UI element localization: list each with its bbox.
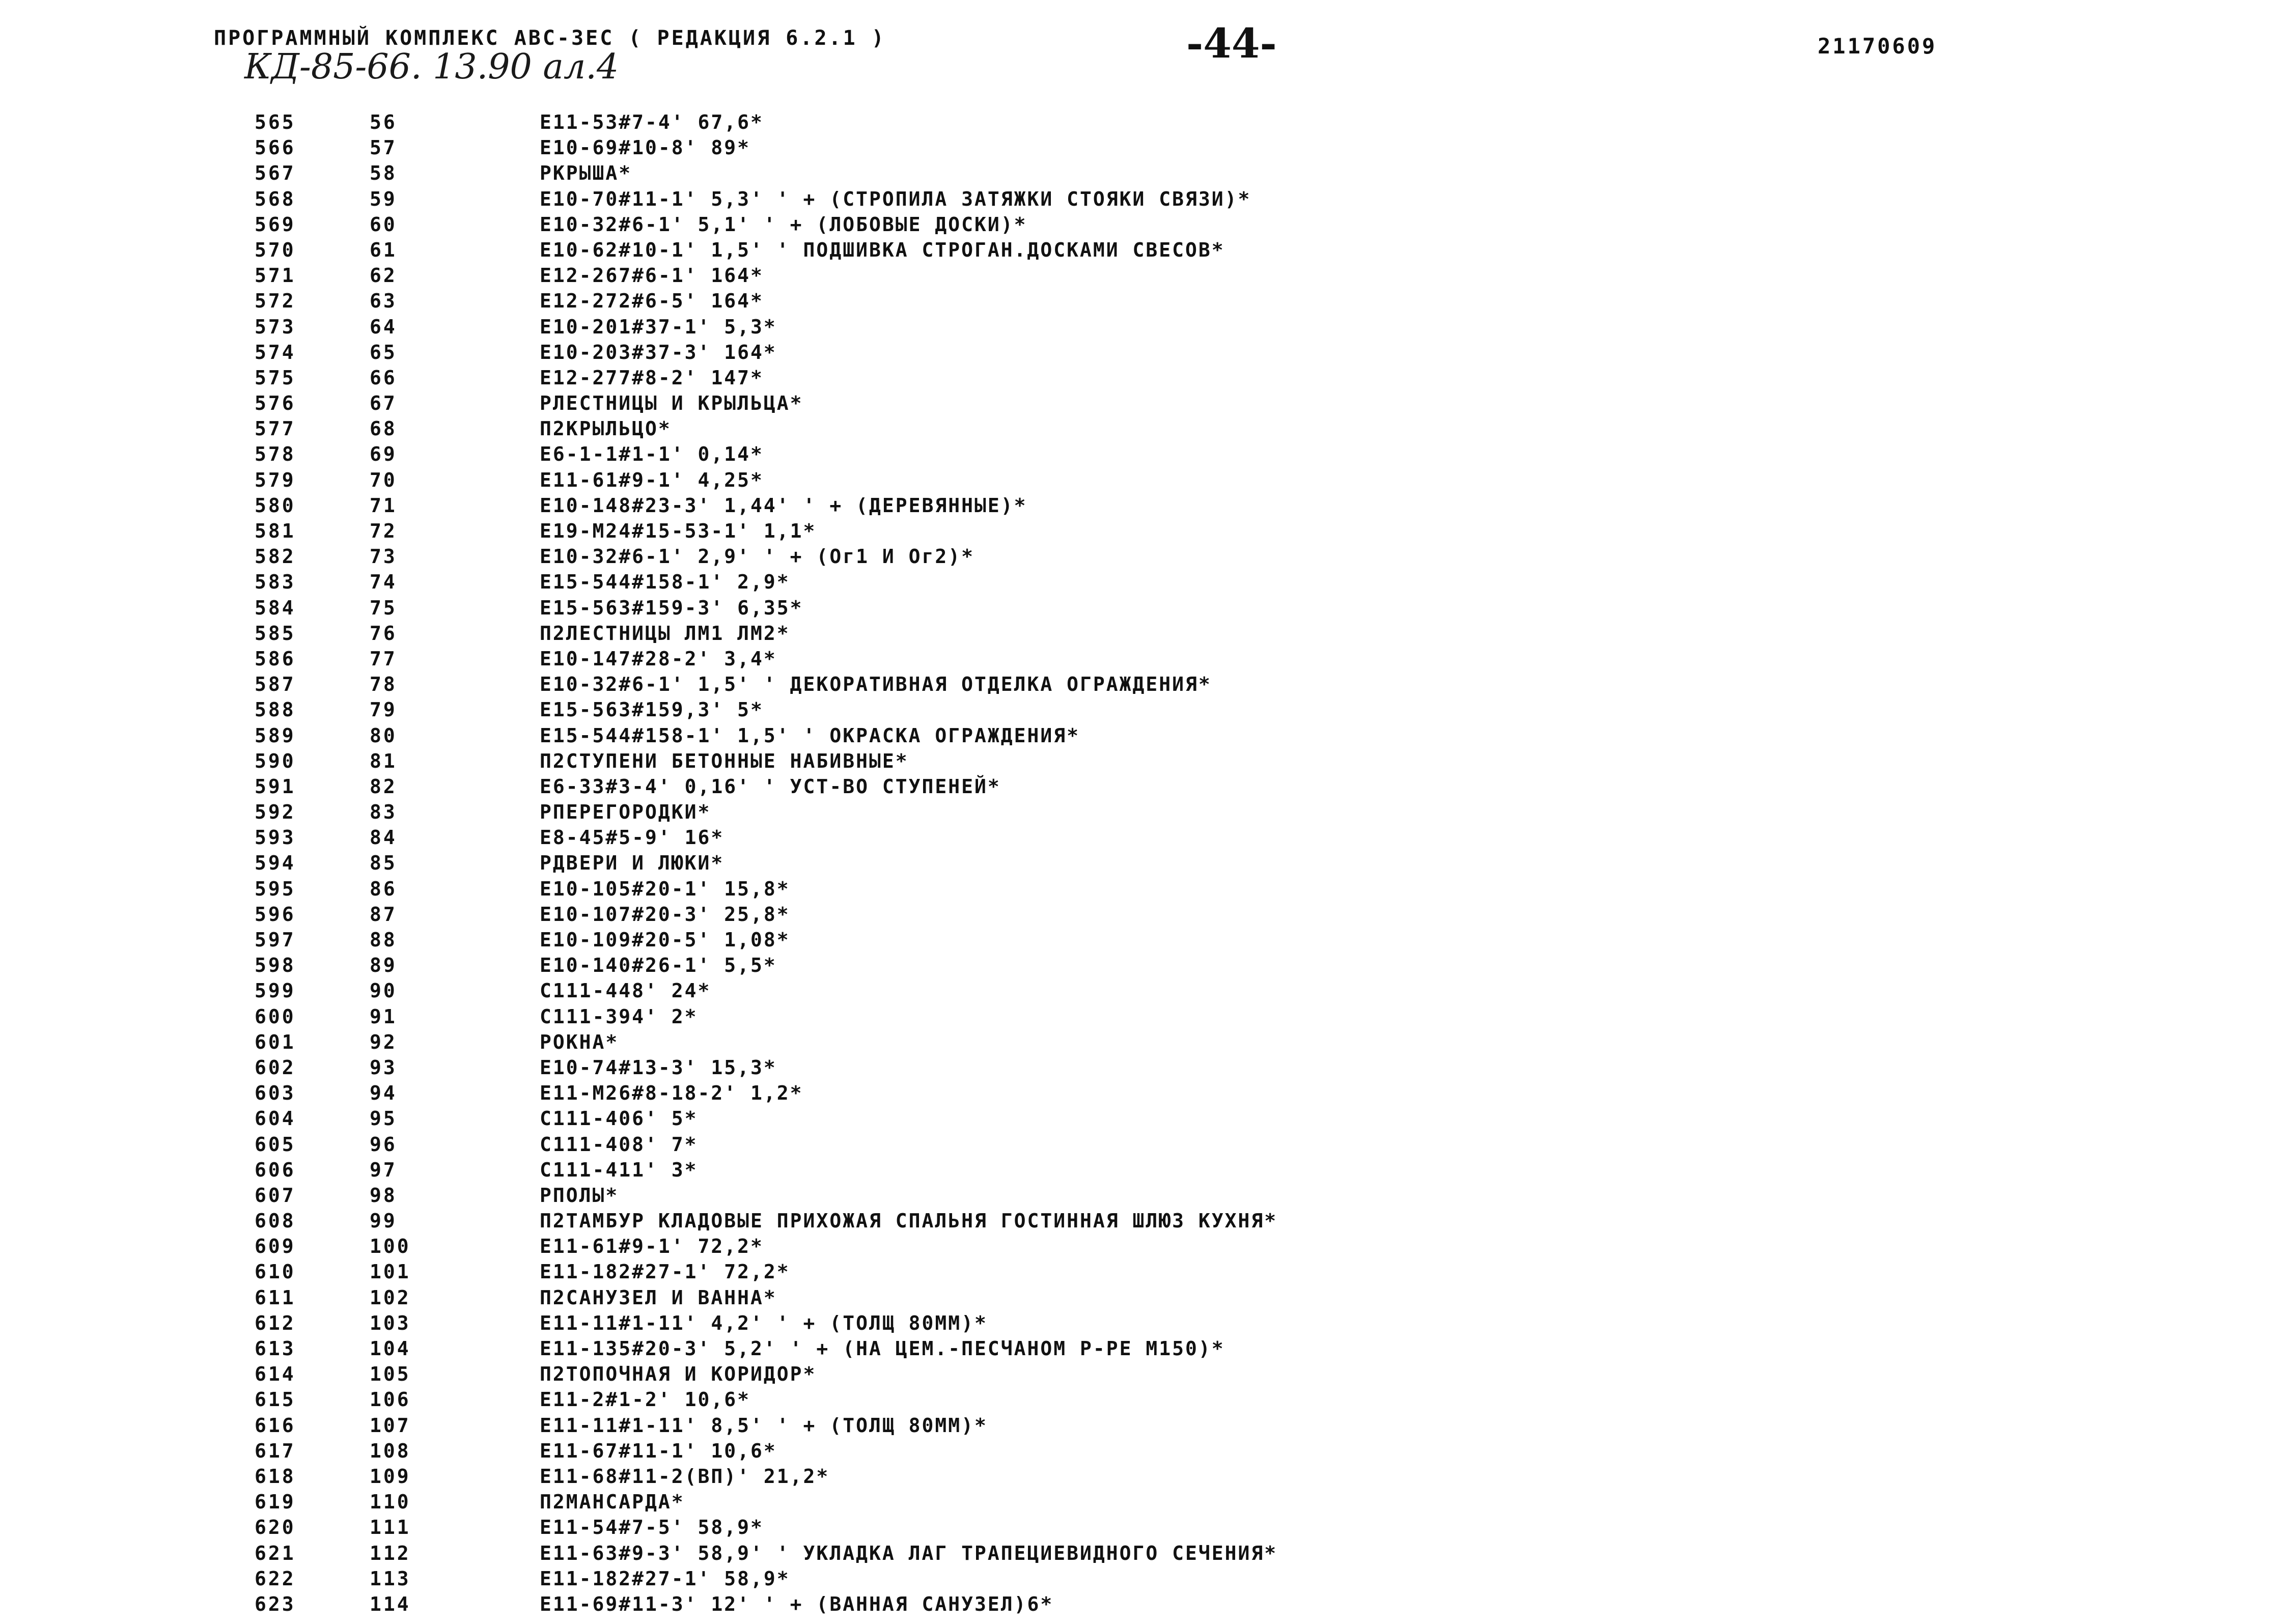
line-number: 594	[255, 852, 296, 875]
item-number: 61	[370, 238, 397, 261]
item-number: 67	[370, 392, 397, 415]
listing-row	[0, 341, 2285, 367]
listing-row	[0, 750, 2285, 775]
line-number: 593	[255, 826, 296, 849]
item-number: 74	[370, 571, 397, 594]
listing-row	[0, 1082, 2285, 1107]
item-number: 70	[370, 468, 397, 491]
listing-row	[0, 545, 2285, 571]
item-number: 77	[370, 647, 397, 670]
item-number: 75	[370, 596, 397, 619]
entry-text: Е15-544#158-1' 1,5' ' ОКРАСКА ОГРАЖДЕНИЯ*	[540, 724, 1080, 747]
item-number: 73	[370, 545, 397, 568]
line-number: 566	[255, 136, 296, 159]
line-number: 620	[255, 1516, 296, 1539]
entry-text: Е10-105#20-1' 15,8*	[540, 877, 790, 900]
line-number: 595	[255, 877, 296, 900]
line-number: 568	[255, 187, 296, 210]
item-number: 79	[370, 698, 397, 721]
listing-row	[0, 1210, 2285, 1235]
line-number: 574	[255, 341, 296, 363]
line-number: 606	[255, 1158, 296, 1181]
line-number: 584	[255, 596, 296, 619]
listing-row	[0, 1056, 2285, 1082]
item-number: 103	[370, 1311, 411, 1334]
item-number: 101	[370, 1261, 411, 1283]
line-number: 579	[255, 468, 296, 491]
listing-row	[0, 1542, 2285, 1567]
line-number: 611	[255, 1286, 296, 1309]
line-number: 610	[255, 1261, 296, 1283]
item-number: 69	[370, 443, 397, 466]
item-number: 87	[370, 903, 397, 926]
item-number: 59	[370, 187, 397, 210]
item-number: 98	[370, 1184, 397, 1207]
listing-row	[0, 954, 2285, 979]
listing-row	[0, 1363, 2285, 1388]
line-number: 599	[255, 979, 296, 1002]
listing-row	[0, 1286, 2285, 1312]
item-number: 91	[370, 1005, 397, 1028]
item-number: 78	[370, 673, 397, 696]
entry-text: Е19-М24#15-53-1' 1,1*	[540, 520, 817, 542]
listing-row	[0, 648, 2285, 673]
item-number: 114	[370, 1592, 411, 1615]
line-number: 619	[255, 1491, 296, 1514]
line-number: 604	[255, 1107, 296, 1130]
line-number: 613	[255, 1337, 296, 1360]
item-number: 84	[370, 826, 397, 849]
line-number: 609	[255, 1235, 296, 1258]
item-number: 94	[370, 1082, 397, 1105]
listing-row	[0, 903, 2285, 929]
line-number: 618	[255, 1465, 296, 1488]
line-number: 587	[255, 673, 296, 696]
entry-text: Е10-140#26-1' 5,5*	[540, 954, 777, 977]
entry-text: П2КРЫЛЬЦО*	[540, 417, 672, 440]
item-number: 82	[370, 775, 397, 798]
line-number: 570	[255, 238, 296, 261]
listing-row	[0, 929, 2285, 954]
line-number: 608	[255, 1210, 296, 1233]
listing-row	[0, 673, 2285, 698]
entry-text: Е11-135#20-3' 5,2' ' + (НА ЦЕМ.-ПЕСЧАНОМ Р-РЕ М150)*	[540, 1337, 1225, 1360]
estimate-listing	[0, 111, 2285, 1618]
entry-text: Е11-М26#8-18-2' 1,2*	[540, 1082, 803, 1105]
line-number: 565	[255, 111, 296, 133]
item-number: 104	[370, 1337, 411, 1360]
line-number: 623	[255, 1592, 296, 1615]
listing-row	[0, 367, 2285, 392]
listing-row	[0, 1414, 2285, 1440]
entry-text: Е10-109#20-5' 1,08*	[540, 929, 790, 951]
item-number: 93	[370, 1056, 397, 1079]
item-number: 57	[370, 136, 397, 159]
item-number: 97	[370, 1158, 397, 1181]
item-number: 80	[370, 724, 397, 747]
line-number: 591	[255, 775, 296, 798]
line-number: 621	[255, 1542, 296, 1564]
line-number: 571	[255, 264, 296, 287]
item-number: 65	[370, 341, 397, 363]
entry-text: Е15-563#159,3' 5*	[540, 698, 764, 721]
item-number: 64	[370, 315, 397, 338]
item-number: 81	[370, 749, 397, 772]
item-number: 92	[370, 1030, 397, 1053]
listing-row	[0, 878, 2285, 903]
listing-row	[0, 724, 2285, 750]
entry-text: Е10-74#13-3' 15,3*	[540, 1056, 777, 1079]
line-number: 573	[255, 315, 296, 338]
line-number: 589	[255, 724, 296, 747]
listing-row	[0, 494, 2285, 520]
line-number: 598	[255, 954, 296, 977]
line-number: 592	[255, 801, 296, 824]
entry-text: Е12-267#6-1' 164*	[540, 264, 764, 287]
item-number: 108	[370, 1439, 411, 1462]
listing-row	[0, 520, 2285, 545]
entry-text: Е11-182#27-1' 72,2*	[540, 1261, 790, 1283]
entry-text: Е10-32#6-1' 2,9' ' + (Ог1 И Ог2)*	[540, 545, 974, 568]
item-number: 86	[370, 877, 397, 900]
listing-row	[0, 111, 2285, 136]
entry-text: Е10-32#6-1' 5,1' ' + (ЛОБОВЫЕ ДОСКИ)*	[540, 213, 1027, 236]
item-number: 63	[370, 290, 397, 313]
line-number: 603	[255, 1082, 296, 1105]
item-number: 95	[370, 1107, 397, 1130]
listing-row	[0, 1159, 2285, 1184]
line-number: 600	[255, 1005, 296, 1028]
item-number: 105	[370, 1363, 411, 1386]
listing-row	[0, 1312, 2285, 1337]
listing-row	[0, 469, 2285, 494]
handwritten-note: КД-85-66. 13.90 ал.4	[244, 47, 619, 87]
entry-text: П2ТОПОЧНАЯ И КОРИДОР*	[540, 1363, 817, 1386]
item-number: 62	[370, 264, 397, 287]
entry-text: Е11-11#1-11' 8,5' ' + (ТОЛЩ 80ММ)*	[540, 1414, 988, 1437]
listing-row	[0, 698, 2285, 724]
entry-text: Е15-563#159-3' 6,35*	[540, 596, 803, 619]
entry-text: Е11-61#9-1' 4,25*	[540, 468, 764, 491]
entry-text: РКРЫША*	[540, 162, 632, 185]
entry-text: Е8-45#5-9' 16*	[540, 826, 724, 849]
item-number: 89	[370, 954, 397, 977]
entry-text: Е11-2#1-2' 10,6*	[540, 1388, 751, 1411]
line-number: 576	[255, 392, 296, 415]
listing-row	[0, 264, 2285, 290]
listing-row	[0, 1465, 2285, 1491]
line-number: 585	[255, 622, 296, 645]
listing-row	[0, 290, 2285, 315]
listing-row	[0, 213, 2285, 239]
listing-row	[0, 1567, 2285, 1593]
entry-text: Е12-272#6-5' 164*	[540, 290, 764, 313]
listing-row	[0, 622, 2285, 648]
listing-row	[0, 852, 2285, 877]
listing-row	[0, 801, 2285, 826]
entry-text: С111-394' 2*	[540, 1005, 698, 1028]
line-number: 605	[255, 1133, 296, 1156]
entry-text: Е11-53#7-4' 67,6*	[540, 111, 764, 133]
listing-row	[0, 316, 2285, 341]
line-number: 567	[255, 162, 296, 185]
line-number: 572	[255, 290, 296, 313]
entry-text: РДВЕРИ И ЛЮКИ*	[540, 852, 724, 875]
document-code: 21170609	[1818, 34, 1937, 59]
line-number: 575	[255, 366, 296, 389]
listing-row	[0, 1133, 2285, 1159]
entry-text: П2САНУЗЕЛ И ВАННА*	[540, 1286, 777, 1309]
item-number: 110	[370, 1491, 411, 1514]
item-number: 113	[370, 1567, 411, 1590]
item-number: 83	[370, 801, 397, 824]
entry-text: Е11-69#11-3' 12' ' + (ВАННАЯ САНУЗЕЛ)6*	[540, 1592, 1054, 1615]
item-number: 58	[370, 162, 397, 185]
entry-text: Е12-277#8-2' 147*	[540, 366, 764, 389]
item-number: 76	[370, 622, 397, 645]
item-number: 56	[370, 111, 397, 133]
listing-row	[0, 239, 2285, 264]
line-number: 607	[255, 1184, 296, 1207]
line-number: 615	[255, 1388, 296, 1411]
listing-row	[0, 1031, 2285, 1056]
line-number: 602	[255, 1056, 296, 1079]
listing-row	[0, 188, 2285, 213]
entry-text: П2ЛЕСТНИЦЫ ЛМ1 ЛМ2*	[540, 622, 790, 645]
entry-text: РПОЛЫ*	[540, 1184, 619, 1207]
item-number: 109	[370, 1465, 411, 1488]
listing-row	[0, 775, 2285, 801]
item-number: 90	[370, 979, 397, 1002]
listing-row	[0, 417, 2285, 443]
entry-text: Е6-1-1#1-1' 0,14*	[540, 443, 764, 466]
listing-row	[0, 1107, 2285, 1133]
entry-text: Е10-107#20-3' 25,8*	[540, 903, 790, 926]
item-number: 111	[370, 1516, 411, 1539]
item-number: 68	[370, 417, 397, 440]
item-number: 112	[370, 1542, 411, 1564]
entry-text: С111-448' 24*	[540, 979, 711, 1002]
listing-row	[0, 443, 2285, 468]
entry-text: С111-408' 7*	[540, 1133, 698, 1156]
listing-row	[0, 979, 2285, 1005]
line-number: 569	[255, 213, 296, 236]
entry-text: Е10-148#23-3' 1,44' ' + (ДЕРЕВЯННЫЕ)*	[540, 494, 1027, 517]
item-number: 102	[370, 1286, 411, 1309]
entry-text: Е10-69#10-8' 89*	[540, 136, 751, 159]
entry-text: Е11-67#11-1' 10,6*	[540, 1439, 777, 1462]
page-number: -44-	[1186, 19, 1277, 67]
listing-row	[0, 597, 2285, 622]
item-number: 96	[370, 1133, 397, 1156]
line-number: 586	[255, 647, 296, 670]
line-number: 614	[255, 1363, 296, 1386]
entry-text: Е15-544#158-1' 2,9*	[540, 571, 790, 594]
entry-text: Е10-70#11-1' 5,3' ' + (СТРОПИЛА ЗАТЯЖКИ СТОЯКИ СВЯЗИ)*	[540, 187, 1251, 210]
entry-text: Е11-11#1-11' 4,2' ' + (ТОЛЩ 80ММ)*	[540, 1311, 988, 1334]
listing-row	[0, 826, 2285, 852]
item-number: 60	[370, 213, 397, 236]
item-number: 106	[370, 1388, 411, 1411]
line-number: 617	[255, 1439, 296, 1462]
listing-row	[0, 571, 2285, 596]
line-number: 616	[255, 1414, 296, 1437]
line-number: 597	[255, 929, 296, 951]
entry-text: Е11-68#11-2(ВП)' 21,2*	[540, 1465, 830, 1488]
entry-text: Е11-61#9-1' 72,2*	[540, 1235, 764, 1258]
item-number: 100	[370, 1235, 411, 1258]
listing-row	[0, 1593, 2285, 1618]
entry-text: Е10-147#28-2' 3,4*	[540, 647, 777, 670]
entry-text: РЛЕСТНИЦЫ И КРЫЛЬЦА*	[540, 392, 803, 415]
item-number: 71	[370, 494, 397, 517]
listing-row	[0, 162, 2285, 187]
line-number: 622	[255, 1567, 296, 1590]
item-number: 85	[370, 852, 397, 875]
entry-text: Е10-203#37-3' 164*	[540, 341, 777, 363]
line-number: 580	[255, 494, 296, 517]
item-number: 66	[370, 366, 397, 389]
entry-text: РОКНА*	[540, 1030, 619, 1053]
entry-text: Е11-63#9-3' 58,9' ' УКЛАДКА ЛАГ ТРАПЕЦИЕВИДНОГО СЕЧЕНИЯ*	[540, 1542, 1278, 1564]
entry-text: С111-406' 5*	[540, 1107, 698, 1130]
entry-text: Е10-32#6-1' 1,5' ' ДЕКОРАТИВНАЯ ОТДЕЛКА ОГРАЖДЕНИЯ*	[540, 673, 1212, 696]
line-number: 601	[255, 1030, 296, 1053]
listing-row	[0, 1491, 2285, 1516]
entry-text: РПЕРЕГОРОДКИ*	[540, 801, 711, 824]
line-number: 581	[255, 520, 296, 542]
listing-row	[0, 1388, 2285, 1414]
line-number: 612	[255, 1311, 296, 1334]
line-number: 582	[255, 545, 296, 568]
item-number: 72	[370, 520, 397, 542]
item-number: 88	[370, 929, 397, 951]
entry-text: Е11-182#27-1' 58,9*	[540, 1567, 790, 1590]
line-number: 578	[255, 443, 296, 466]
listing-row	[0, 136, 2285, 162]
listing-row	[0, 392, 2285, 417]
listing-row	[0, 1235, 2285, 1261]
item-number: 107	[370, 1414, 411, 1437]
entry-text: Е10-201#37-1' 5,3*	[540, 315, 777, 338]
entry-text: С111-411' 3*	[540, 1158, 698, 1181]
listing-row	[0, 1337, 2285, 1363]
listing-row	[0, 1005, 2285, 1031]
line-number: 590	[255, 749, 296, 772]
entry-text: П2МАНСАРДА*	[540, 1491, 685, 1514]
line-number: 583	[255, 571, 296, 594]
listing-row	[0, 1516, 2285, 1542]
line-number: 588	[255, 698, 296, 721]
line-number: 577	[255, 417, 296, 440]
listing-row	[0, 1261, 2285, 1286]
listing-row	[0, 1184, 2285, 1210]
entry-text: Е11-54#7-5' 58,9*	[540, 1516, 764, 1539]
program-title: ПРОГРАММНЫЙ КОМПЛЕКС АВС-3ЕС ( РЕДАКЦИЯ 6.2.1 )	[214, 26, 886, 50]
entry-text: П2ТАМБУР КЛАДОВЫЕ ПРИХОЖАЯ СПАЛЬНЯ ГОСТИННАЯ ШЛЮЗ КУХНЯ*	[540, 1210, 1278, 1233]
entry-text: Е6-33#3-4' 0,16' ' УСТ-ВО СТУПЕНЕЙ*	[540, 775, 1001, 798]
line-number: 596	[255, 903, 296, 926]
entry-text: Е10-62#10-1' 1,5' ' ПОДШИВКА СТРОГАН.ДОСКАМИ СВЕСОВ*	[540, 238, 1225, 261]
listing-row	[0, 1440, 2285, 1465]
entry-text: П2СТУПЕНИ БЕТОННЫЕ НАБИВНЫЕ*	[540, 749, 909, 772]
item-number: 99	[370, 1210, 397, 1233]
